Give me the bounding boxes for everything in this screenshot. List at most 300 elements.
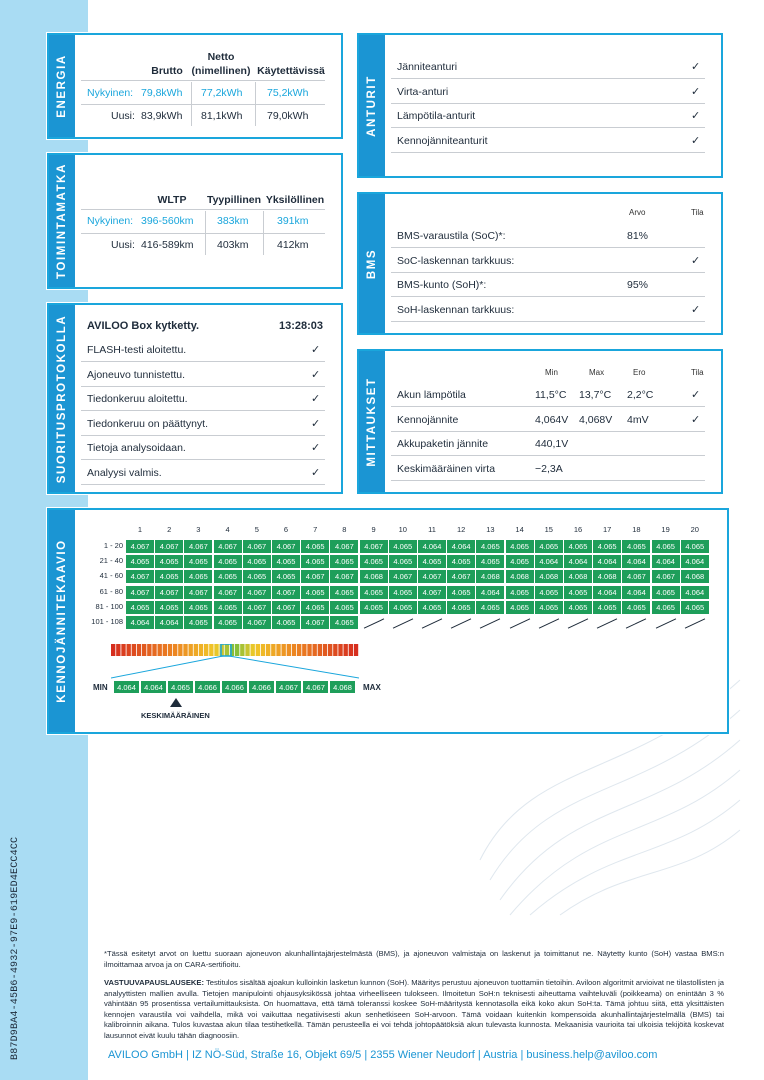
cell-voltage: 4.065 (681, 601, 709, 614)
energia-new-netto: 81,1kWh (201, 110, 243, 122)
cell-voltage: 4.065 (155, 601, 183, 614)
cell-voltage: 4.067 (301, 570, 329, 583)
divider (391, 455, 705, 456)
protocol-time: 13:28:03 (279, 320, 324, 332)
grid-col-header: 11 (428, 525, 436, 534)
check-icon: ✓ (311, 442, 321, 455)
toimintamatka-card (47, 153, 343, 289)
grid-row-label: 81 - 100 (95, 601, 123, 611)
grid-col-header: 7 (313, 525, 318, 534)
cell-voltage: 4.065 (126, 555, 154, 568)
energia-tab: ENERGIA (49, 35, 75, 137)
gradient-segment (333, 644, 337, 656)
gradient-segment (313, 644, 317, 656)
average-marker-icon (170, 698, 182, 707)
cell-voltage: 4.065 (389, 601, 417, 614)
cell-voltage: 4.064 (126, 616, 154, 629)
empty-cell-slash-icon (509, 618, 529, 628)
range-current-typical: 383km (217, 215, 249, 227)
empty-cell-slash-icon (451, 618, 471, 628)
measure-row-ero: 2,2°C (627, 389, 654, 401)
gradient-segment (251, 644, 255, 656)
average-label: KESKIMÄÄRÄINEN (141, 711, 210, 720)
cell-voltage: 4.065 (622, 540, 650, 553)
cell-voltage: 4.065 (360, 586, 388, 599)
cell-voltage: 4.064 (564, 555, 592, 568)
cell-voltage: 4.064 (593, 555, 621, 568)
cell-voltage: 4.065 (652, 586, 680, 599)
scale-cell: 4.066 (221, 680, 248, 694)
grid-col-header: 14 (515, 525, 524, 534)
gradient-segment (256, 644, 260, 656)
bms-row-label: BMS-varaustila (SoC)*: (397, 230, 506, 242)
cell-voltage: 4.065 (214, 555, 242, 568)
grid-col-header: 20 (690, 525, 699, 534)
range-new-label: Uusi: (111, 239, 135, 251)
cell-voltage: 4.067 (360, 540, 388, 553)
sensor-item: Virta-anturi (397, 85, 449, 98)
grid-row-label: 101 - 108 (91, 617, 123, 626)
bms-col-tila: Tila (691, 208, 704, 217)
cell-voltage: 4.065 (652, 540, 680, 553)
gradient-segment (307, 644, 311, 656)
range-current-label: Nykyinen: (87, 215, 134, 227)
check-icon: ✓ (691, 134, 701, 147)
grid-col-header: 18 (632, 525, 641, 534)
measure-row-min: 4,064V (535, 413, 569, 426)
grid-col-header: 8 (342, 525, 347, 534)
protocol-step: Ajoneuvo tunnistettu. (87, 368, 186, 381)
cell-voltage: 4.065 (447, 555, 475, 568)
gradient-segment (147, 644, 151, 656)
cell-voltage: 4.068 (681, 570, 709, 583)
gradient-segment (116, 644, 120, 656)
check-icon: ✓ (691, 254, 701, 267)
range-new-typical: 403km (217, 239, 249, 251)
cell-voltage: 4.065 (506, 555, 534, 568)
gradient-segment (318, 644, 322, 656)
cell-voltage: 4.065 (389, 555, 417, 568)
check-icon: ✓ (691, 389, 701, 401)
gradient-segment (214, 644, 218, 656)
measure-col-ero: Ero (633, 368, 646, 377)
cell-voltage: 4.064 (622, 555, 650, 568)
grid-col-header: 6 (283, 525, 289, 534)
scale-cell: 4.067 (275, 680, 302, 694)
scale-cell: 4.066 (194, 680, 221, 694)
gradient-segment (127, 644, 131, 656)
empty-cell-slash-icon (422, 618, 442, 628)
bms-row-label: SoH-laskennan tarkkuus: (397, 303, 515, 316)
energia-col-netto-1: Netto (207, 51, 235, 63)
cell-voltage: 4.065 (330, 601, 358, 614)
gradient-segment (349, 644, 353, 656)
divider (391, 152, 705, 153)
cell-voltage: 4.067 (184, 540, 212, 553)
measure-row-max: 4,068V (579, 413, 613, 426)
sensor-item: Lämpötila-anturit (397, 110, 476, 123)
energia-current-brutto: 79,8kWh (141, 87, 183, 99)
gradient-segment (132, 644, 136, 656)
gradient-segment (261, 644, 265, 656)
scale-cell: 4.066 (248, 680, 275, 694)
cell-voltage: 4.065 (155, 570, 183, 583)
measure-row-min: −2,3A (535, 462, 563, 475)
cell-voltage: 4.065 (506, 601, 534, 614)
divider (391, 247, 705, 248)
gradient-segment (240, 644, 244, 656)
gradient-segment (183, 644, 187, 656)
gradient-segment (152, 644, 156, 656)
suoritusprotokolla-card (47, 303, 343, 494)
cell-voltage: 4.068 (506, 570, 534, 583)
cell-voltage: 4.065 (389, 540, 417, 553)
cell-voltage-card (47, 508, 729, 734)
cell-voltage: 4.065 (506, 586, 534, 599)
cell-voltage: 4.067 (447, 570, 475, 583)
divider (81, 459, 325, 460)
cell-voltage: 4.065 (272, 616, 300, 629)
bms-row-label: SoC-laskennan tarkkuus: (397, 254, 515, 267)
gradient-segment (199, 644, 203, 656)
cell-voltage: 4.067 (243, 601, 271, 614)
divider (391, 103, 705, 104)
grid-col-header: 17 (603, 525, 612, 534)
measure-row-min: 440,1V (535, 438, 569, 451)
bms-row-label: BMS-kunto (SoH)*: (397, 279, 487, 292)
range-col-wltp: WLTP (157, 194, 187, 206)
grid-col-header: 3 (196, 525, 201, 534)
mittaukset-card (357, 349, 723, 494)
footnote-bms: *Tässä esitetyt arvot on luettu suoraan ajoneuvon akunhallintajärjestelmästä (BMS), ja ajoneuvon valmistaja on laskenut ja toimittanut ne. Näytetty kunto (SoH) vastaa BMS:n ilmoittamaa arvoa ja on CARA-sertifioitu. (104, 949, 724, 969)
empty-cell-slash-icon (393, 618, 413, 628)
grid-row-label: 61 - 80 (99, 586, 123, 596)
cell-voltage: 4.067 (652, 570, 680, 583)
check-icon: ✓ (691, 413, 701, 426)
cell-voltage: 4.065 (184, 555, 212, 568)
measure-row-min: 11,5°C (535, 389, 567, 401)
footnote-disclaimer (104, 978, 724, 1041)
measure-col-tila: Tila (691, 368, 704, 377)
divider (391, 127, 705, 128)
cell-voltage: 4.065 (535, 601, 563, 614)
bms-col-arvo: Arvo (629, 208, 646, 217)
gradient-segment (225, 644, 229, 656)
energia-new-label: Uusi: (111, 110, 135, 122)
cell-voltage: 4.064 (476, 586, 504, 599)
empty-cell-slash-icon (685, 618, 705, 628)
grid-col-header: 16 (573, 525, 583, 534)
range-col-individual: Yksilöllinen (265, 194, 325, 206)
gradient-segment (142, 644, 146, 656)
empty-cell-slash-icon (568, 618, 588, 628)
gradient-segment (194, 644, 198, 656)
gradient-segment (235, 644, 239, 656)
cell-voltage: 4.068 (535, 570, 563, 583)
energia-current-kaytettavissa: 75,2kWh (267, 87, 309, 99)
gradient-segment (173, 644, 177, 656)
check-icon: ✓ (311, 417, 321, 430)
cell-voltage: 4.067 (214, 586, 242, 599)
grid-col-header: 19 (661, 525, 670, 534)
grid-col-header: 4 (225, 525, 230, 534)
gradient-segment (297, 644, 301, 656)
gradient-segment (328, 644, 332, 656)
empty-cell-slash-icon (626, 618, 646, 628)
cell-voltage: 4.065 (243, 570, 271, 583)
energia-card (47, 33, 343, 139)
max-label: MAX (363, 683, 381, 692)
bms-row-value: 81% (627, 230, 649, 242)
gradient-segment (292, 644, 296, 656)
cell-voltage: 4.065 (418, 555, 446, 568)
grid-col-header: 9 (371, 525, 376, 534)
cell-voltage: 4.067 (622, 570, 650, 583)
cell-voltage: 4.065 (272, 570, 300, 583)
sensor-item: Kennojänniteanturit (397, 134, 488, 147)
empty-cell-slash-icon (597, 618, 617, 628)
gradient-segment (287, 644, 291, 656)
measure-row-label: Kennojännite (397, 413, 459, 426)
energia-current-label: Nykyinen: (87, 87, 134, 99)
gradient-segment (323, 644, 327, 656)
cell-voltage: 4.065 (126, 601, 154, 614)
grid-col-header: 10 (398, 525, 407, 534)
mittaukset-tab: MITTAUKSET (359, 351, 385, 492)
divider (391, 406, 705, 407)
cell-voltage: 4.065 (535, 586, 563, 599)
cell-voltage: 4.064 (593, 586, 621, 599)
cell-voltage: 4.065 (301, 555, 329, 568)
gradient-segment (204, 644, 208, 656)
cell-voltage: 4.065 (564, 586, 592, 599)
cell-voltage: 4.065 (184, 601, 212, 614)
check-icon: ✓ (691, 303, 701, 316)
cell-voltage: 4.067 (418, 586, 446, 599)
anturit-tab: ANTURIT (359, 35, 385, 176)
energia-col-brutto: Brutto (151, 65, 183, 77)
gradient-segment (302, 644, 306, 656)
measure-col-max: Max (589, 368, 605, 377)
cell-voltage: 4.065 (360, 601, 388, 614)
gradient-segment (282, 644, 286, 656)
sensor-item: Jänniteanturi (397, 61, 458, 73)
cell-voltage: 4.065 (447, 601, 475, 614)
cell-voltage: 4.065 (564, 601, 592, 614)
grid-col-header: 12 (457, 525, 466, 534)
divider (391, 272, 705, 273)
cell-voltage: 4.068 (593, 570, 621, 583)
cell-voltage: 4.067 (184, 586, 212, 599)
empty-cell-slash-icon (363, 618, 383, 628)
cell-voltage: 4.068 (360, 570, 388, 583)
measure-row-label: Akkupaketin jännite (397, 438, 489, 451)
cell-voltage: 4.068 (476, 570, 504, 583)
cell-voltage: 4.065 (593, 540, 621, 553)
cell-voltage: 4.067 (418, 570, 446, 583)
energia-col-netto-2: (nimellinen) (191, 65, 251, 77)
check-icon: ✓ (311, 467, 321, 479)
divider (391, 296, 705, 297)
cell-voltage: 4.067 (126, 540, 154, 553)
energia-new-brutto: 83,9kWh (141, 110, 183, 122)
divider (391, 431, 705, 432)
divider (81, 484, 325, 485)
protocol-step: Analyysi valmis. (87, 467, 162, 479)
cell-voltage: 4.065 (652, 601, 680, 614)
protocol-step: Tiedonkeruu on päättynyt. (87, 417, 209, 430)
check-icon: ✓ (691, 85, 701, 98)
cell-voltage: 4.064 (681, 586, 709, 599)
cell-voltage: 4.065 (155, 555, 183, 568)
protocol-step: Tiedonkeruu aloitettu. (87, 393, 188, 406)
measure-row-ero: 4mV (627, 413, 649, 426)
gradient-segment (168, 644, 172, 656)
cell-voltage: 4.065 (214, 616, 242, 629)
grid-row-label: 1 - 20 (103, 541, 123, 550)
range-current-individual: 391km (277, 215, 309, 227)
check-icon: ✓ (311, 393, 321, 406)
cell-voltage: 4.065 (184, 616, 212, 629)
measure-row-max: 13,7°C (579, 389, 612, 401)
cell-voltage: 4.064 (535, 555, 563, 568)
scale-cell: 4.065 (167, 680, 194, 694)
gradient-segment (189, 644, 193, 656)
cell-voltage: 4.067 (214, 540, 242, 553)
cell-voltage: 4.064 (652, 555, 680, 568)
range-current-wltp: 396-560km (141, 215, 194, 227)
check-icon: ✓ (691, 110, 701, 123)
gradient-segment (271, 644, 275, 656)
cell-voltage: 4.065 (476, 555, 504, 568)
gradient-segment (158, 644, 162, 656)
cell-voltage: 4.068 (564, 570, 592, 583)
cell-voltage: 4.067 (243, 586, 271, 599)
cell-voltage: 4.065 (535, 540, 563, 553)
cell-voltage: 4.065 (593, 601, 621, 614)
grid-col-header: 1 (137, 525, 143, 534)
grid-col-header: 13 (486, 525, 495, 534)
cell-voltage: 4.065 (476, 601, 504, 614)
energia-current-netto: 77,2kWh (201, 87, 243, 99)
cell-voltage: 4.065 (360, 555, 388, 568)
check-icon: ✓ (311, 344, 321, 356)
cell-voltage: 4.065 (301, 586, 329, 599)
gradient-segment (121, 644, 125, 656)
gradient-segment (178, 644, 182, 656)
disclaimer-heading: VASTUUVAPAUSLAUSEKE: (104, 978, 204, 987)
cell-voltage: 4.067 (272, 540, 300, 553)
grid-col-header: 5 (254, 525, 259, 534)
cell-voltage: 4.065 (272, 555, 300, 568)
cell-voltage: 4.065 (476, 540, 504, 553)
toimintamatka-tab: TOIMINTAMATKA (49, 155, 75, 287)
empty-cell-slash-icon (655, 618, 675, 628)
empty-cell-slash-icon (480, 618, 500, 628)
divider (391, 321, 705, 322)
bms-tab: BMS (359, 194, 385, 333)
cell-voltage: 4.065 (330, 555, 358, 568)
cell-voltage: 4.065 (330, 586, 358, 599)
cell-voltage: 4.067 (272, 586, 300, 599)
divider (391, 78, 705, 79)
gradient-segment (344, 644, 348, 656)
cell-voltage: 4.065 (506, 540, 534, 553)
suoritusprotokolla-tab: SUORITUSPROTOKOLLA (49, 305, 75, 492)
gradient-segment (163, 644, 167, 656)
range-new-wltp: 416-589km (141, 239, 194, 251)
cell-voltage: 4.067 (330, 540, 358, 553)
gradient-segment (338, 644, 342, 656)
bms-card (357, 192, 723, 335)
gradient-segment (276, 644, 280, 656)
disclaimer-text: Testitulos sisältää ajoakun kulloinkin lasketun kunnon (SoH). Määritys perustuu ajoneuvon tuottamiin tietoihin. Aviloon algoritmit arvioivat ne tilastollisten ja analyyttisten mallien avulla. Tietojen manipulointi ohjausyksikössä johtaa virheelliseen tulokseen. Ilmoitetun SoH:n teknisesti aiheuttama vaihteluväli (poikkeama) on enintään 3 % vähintään 95 prosentissa vertailumittauksista. On huomattava, että tämä toleranssi koskee SoH-määritystä kennotasolla eikä koko akun SoH:ta. Tämä johtuu siitä, että yksittäisten kennojen varaustila voi vaihdella, mikä voi vaikuttaa negatiivisesti akun senhetkiseen SoH-arvoon. Tämä voidaan kuitenkin kompensoida akunhallintajärjestelmällä (BMS) tai kalibroinnin aikana. Tulos kuvastaa akun tilaa testihetkellä. Tämän perusteella ei voi tehdä johtopäätöksiä akun tulevasta kunnosta. Mekaanisia vaurioita tai ulkoisia tekijöitä koskevat lausunnot eivät kuulu tähän diagnoosiin. (104, 978, 724, 1040)
cell-voltage: 4.067 (243, 540, 271, 553)
scale-cell: 4.064 (113, 680, 140, 694)
cell-voltage: 4.065 (681, 540, 709, 553)
cell-voltage: 4.065 (214, 570, 242, 583)
divider (391, 480, 705, 481)
cell-voltage: 4.065 (243, 555, 271, 568)
min-label: MIN (93, 683, 108, 692)
footer-address: AVILOO GmbH | IZ NÖ-Süd, Straße 16, Objekt 69/5 | 2355 Wiener Neudorf | Austria | business.help@aviloo.com (108, 1049, 658, 1061)
grid-col-header: 15 (544, 525, 553, 534)
gradient-segment (245, 644, 249, 656)
cell-voltage: 4.064 (622, 586, 650, 599)
scale-cell: 4.068 (329, 680, 356, 694)
cell-voltage: 4.067 (126, 570, 154, 583)
cell-voltage: 4.067 (389, 570, 417, 583)
cell-voltage: 4.067 (126, 586, 154, 599)
gradient-segment (354, 644, 358, 656)
bms-row-value: 95% (627, 279, 649, 292)
gradient-segment (209, 644, 213, 656)
cell-voltage: 4.065 (418, 601, 446, 614)
grid-row-label: 21 - 40 (99, 556, 123, 566)
cell-voltage: 4.065 (301, 601, 329, 614)
divider (81, 361, 325, 362)
gradient-segment (137, 644, 141, 656)
cell-voltage: 4.064 (418, 540, 446, 553)
cell-voltage: 4.065 (301, 540, 329, 553)
cell-voltage: 4.065 (564, 540, 592, 553)
cell-voltage: 4.067 (243, 616, 271, 629)
check-icon: ✓ (691, 61, 701, 73)
measure-row-label: Akun lämpötila (397, 389, 466, 401)
protocol-title: AVILOO Box kytketty. (87, 320, 200, 332)
range-new-individual: 412km (277, 239, 309, 251)
cell-voltage: 4.064 (681, 555, 709, 568)
protocol-step: Tietoja analysoidaan. (87, 442, 186, 455)
cell-voltage: 4.064 (447, 540, 475, 553)
divider (81, 386, 325, 387)
cell-voltage: 4.067 (272, 601, 300, 614)
check-icon: ✓ (311, 368, 321, 381)
empty-cell-slash-icon (539, 618, 559, 628)
range-col-typical: Tyypillinen (206, 194, 262, 206)
energia-col-kaytettavissa: Käytettävissä (257, 65, 325, 77)
document-id: B87D9BA4-45B6-4932-97E9-619ED4ECC4CC (10, 836, 21, 1060)
cell-voltage: 4.067 (155, 586, 183, 599)
cell-voltage: 4.065 (389, 586, 417, 599)
gradient-segment (111, 644, 115, 656)
cell-voltage: 4.067 (301, 616, 329, 629)
energia-new-kaytettavissa: 79,0kWh (267, 110, 309, 122)
grid-col-header: 2 (167, 525, 172, 534)
anturit-card (357, 33, 723, 178)
cell-voltage: 4.065 (184, 570, 212, 583)
cell-voltage: 4.065 (214, 601, 242, 614)
